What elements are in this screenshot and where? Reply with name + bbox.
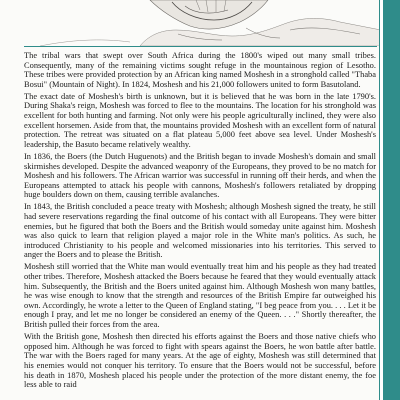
paragraph-3: In 1836, the Boers (the Dutch Huguenots) and the British began to invade Moshesh's domain and small skirmishes developed. Despite the advanced weaponry of the Europeans, they proved to be no match for Moshesh and his followers. The African warrior was successful in running off their herds, and when the Europeans attempted to attack his people with cannons, Moshesh's followers retaliated by dropping huge boulders down on them, causing terrible avalanches. xyxy=(24,151,376,200)
article-body xyxy=(24,51,376,392)
portrait-sketch-illustration xyxy=(0,0,381,46)
paragraph-6: With the British gone, Moshesh then directed his efforts against the Boers and those native chiefs who opposed him. Although he was forced to fight with spears against the Boers, he won battle after battle. The war with the Boers raged for many years. At the age of eighty, Moshesh was still determined that his enemies would not conquer his territory. To ensure that the Boers would not be successful, before his death in 1870, Moshesh placed his people under the protection of the more distant enemy, the foe less able to raid xyxy=(24,332,376,390)
page-edge-border xyxy=(383,0,400,400)
header-rule xyxy=(24,46,377,47)
paragraph-4: In 1843, the British concluded a peace treaty with Moshesh; although Moshesh signed the treaty, he still had severe reservations regarding the final outcome of his contact with all Europeans. They were bitter enemies, but he figured that both the Boers and the British would someday unite against him. Moshesh was also quick to learn that religion played a major role in the White man's politics. As such, he introduced Christianity to his people and welcomed missionaries into his territories. This served to anger the Boers and to please the British. xyxy=(24,202,376,260)
paragraph-5: Moshesh still worried that the White man would eventually treat him and his people as they had treated other tribes. Therefore, Moshesh attacked the Boers because he feared that they would eventually attack him. Subsequently, the British and the Boers united against him. Although Moshesh won many battles, he was wise enough to know that the strength and resources of the British Empire far outweighed his own. Accordingly, he wrote a letter to the Queen of England stating, "I beg peace from you. . . . Let it be enough I pray, and let me no longer be considered an enemy of the Queen. . . ." Shortly thereafter, the British pulled their forces from the area. xyxy=(24,262,376,330)
paragraph-1: The tribal wars that swept over South Africa during the 1800's wiped out many small tribes. Consequently, many of the remaining victims sought refuge in the mountainous region of Lesotho. These tribes were provided protection by an African king named Moshesh in a stronghold called "Thaba Bosui" (Mountain of Night). In 1824, Moshesh and his 21,000 followers united to form Basutoland. xyxy=(24,51,376,89)
paragraph-2: The exact date of Moshesh's birth is unknown, but it is believed that he was born in the late 1790's. During Shaka's reign, Moshesh was forced to flee to the mountains. The location for his stronghold was excellent for both hunting and farming. Not only were his people agriculturally inclined, they were also excellent horsemen. Aside from that, the mountains provided Moshesh with an excellent form of natural protection. The retreat was situated on a flat plateau 5,000 feet above sea level. Under Moshesh's leadership, the Basuto became relatively wealthy. xyxy=(24,91,376,149)
